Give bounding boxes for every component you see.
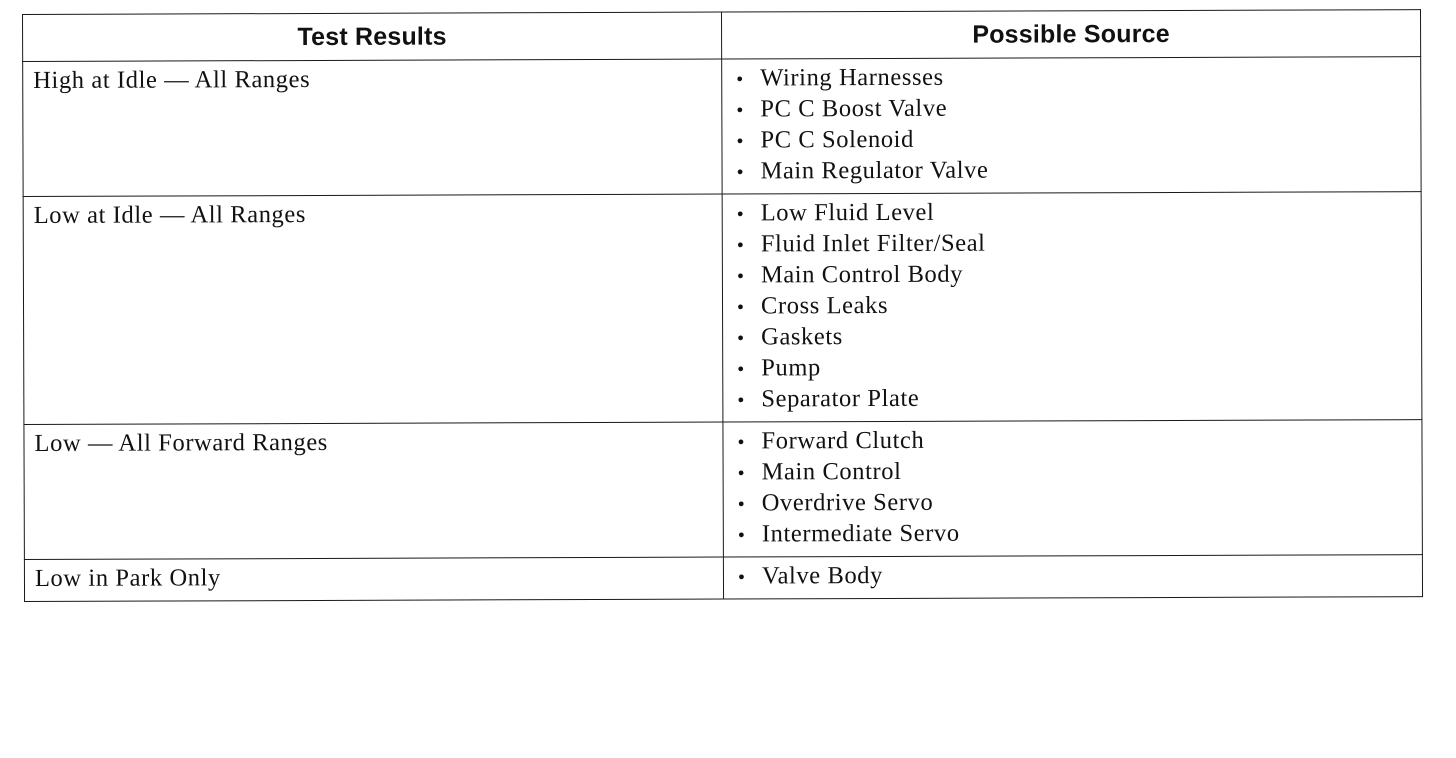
bullet-icon: • [736,234,745,257]
list-item [736,123,1420,156]
possible-source-cell [723,555,1422,599]
pressure-test-table [22,9,1423,602]
source-text: Overdrive Servo [761,488,934,517]
source-text: Main Control Body [760,260,964,289]
source-text: Gaskets [761,323,843,351]
bullet-icon: • [737,389,746,412]
source-text: Wiring Harnesses [760,63,944,92]
table-row [24,555,1422,602]
table-row [23,57,1421,197]
table-row [23,192,1422,425]
source-list [723,420,1421,556]
list-item [737,320,1421,353]
header-possible-source: Possible Source [721,10,1420,59]
list-item [737,289,1421,322]
possible-source-cell [723,420,1422,557]
bullet-icon: • [737,327,745,350]
list-item [737,382,1421,415]
test-result-text: Low in Park Only [34,564,221,592]
bullet-icon: • [737,462,746,485]
test-result-cell [24,557,723,601]
table-header-row [23,10,1421,62]
source-text: Valve Body [761,561,884,590]
list-item [737,227,1421,260]
source-list [722,57,1420,193]
list-item [737,196,1421,229]
list-item [737,258,1421,291]
list-item [738,455,1422,488]
test-result-cell [24,422,723,559]
bullet-icon: • [737,566,746,589]
source-text: Main Regulator Valve [760,156,989,185]
source-text: Cross Leaks [760,291,889,320]
bullet-icon: • [736,203,745,226]
list-item [738,517,1422,550]
header-test-results: Test Results [23,12,722,61]
list-item [738,486,1422,519]
list-item [736,61,1420,94]
bullet-icon: • [737,431,746,454]
source-list [724,555,1422,598]
bullet-icon: • [736,99,744,122]
bullet-icon: • [736,296,745,319]
source-text: Main Control [761,457,902,486]
test-result-text: High at Idle — All Ranges [33,65,311,94]
bullet-icon: • [737,524,746,547]
bullet-icon: • [736,130,745,153]
possible-source-cell [722,192,1422,422]
source-text: Fluid Inlet Filter/Seal [760,229,986,258]
source-text: Forward Clutch [761,426,925,455]
table-row [24,420,1422,560]
source-list [723,192,1422,421]
bullet-icon: • [736,68,744,91]
source-text: PC C Solenoid [760,125,914,154]
list-item [737,351,1421,384]
bullet-icon: • [736,265,745,288]
test-result-cell [23,194,723,424]
test-result-cell [23,59,722,196]
source-text: PC C Boost Valve [760,94,948,123]
bullet-icon: • [737,358,745,381]
list-item [737,154,1421,187]
possible-source-cell [722,57,1421,194]
source-text: Separator Plate [761,384,920,413]
source-text: Intermediate Servo [761,519,960,548]
test-result-text: Low at Idle — All Ranges [33,201,307,229]
source-text: Low Fluid Level [760,198,935,227]
list-item [737,424,1421,457]
list-item [738,559,1422,592]
source-text: Pump [761,354,821,382]
test-result-text: Low — All Forward Ranges [34,428,328,457]
list-item [736,92,1420,125]
bullet-icon: • [737,493,746,516]
bullet-icon: • [736,161,745,184]
